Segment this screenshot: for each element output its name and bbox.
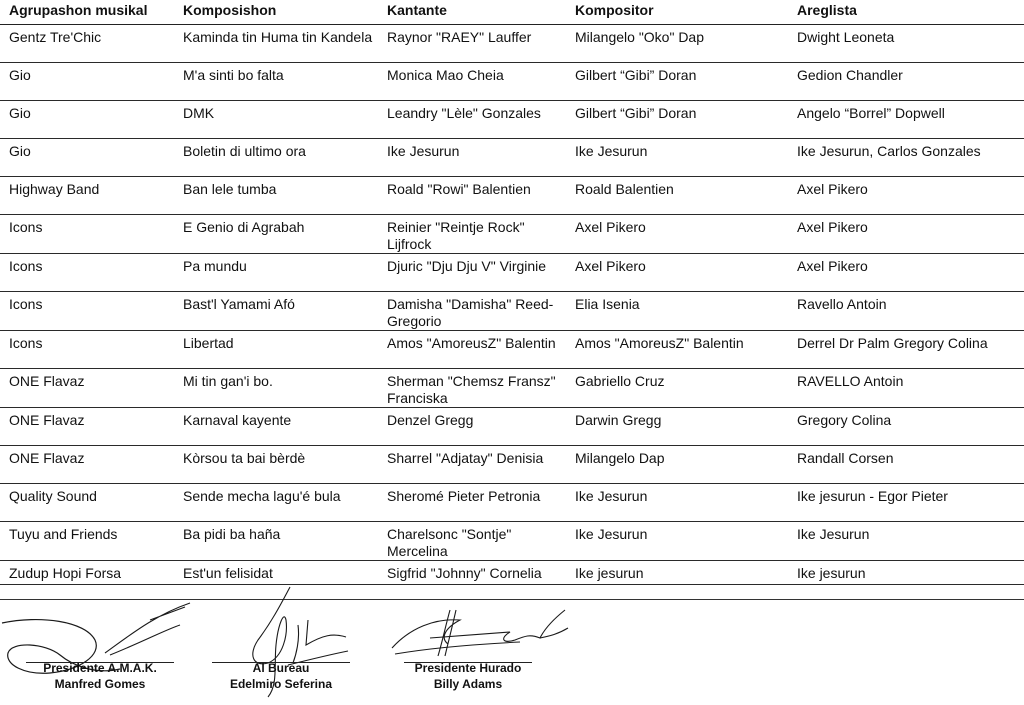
- cell-group: Icons: [0, 331, 174, 369]
- cell-composer: Gabriello Cruz: [566, 369, 788, 408]
- cell-group: Zudup Hopi Forsa: [0, 561, 174, 585]
- signature-block-amak: [26, 660, 174, 692]
- cell-composer: Amos "AmoreusZ" Balentin: [566, 331, 788, 369]
- cell-composer: Ike Jesurun: [566, 522, 788, 561]
- cell-arranger: Dwight Leoneta: [788, 25, 1024, 63]
- table-row: [0, 331, 1024, 369]
- cell-group: Icons: [0, 292, 174, 331]
- cell-composition: DMK: [174, 101, 378, 139]
- signature-scribble-hurado: [390, 598, 580, 668]
- signature-block-bureau: [212, 660, 350, 692]
- cell-composition: Kòrsou ta bai bèrdè: [174, 446, 378, 484]
- cell-composition: Libertad: [174, 331, 378, 369]
- table-row: [0, 25, 1024, 63]
- cell-composition: E Genio di Agrabah: [174, 215, 378, 254]
- cell-group: Quality Sound: [0, 484, 174, 522]
- cell-composer: Gilbert “Gibi” Doran: [566, 63, 788, 101]
- cell-arranger: Axel Pikero: [788, 215, 1024, 254]
- cell-arranger: Angelo “Borrel” Dopwell: [788, 101, 1024, 139]
- cell-composer: Roald Balentien: [566, 177, 788, 215]
- cell-group: Icons: [0, 254, 174, 292]
- cell-singer: Damisha "Damisha" Reed-Gregorio: [378, 292, 566, 331]
- cell-arranger: Gedion Chandler: [788, 63, 1024, 101]
- cell-singer: Djuric "Dju Dju V" Virginie: [378, 254, 566, 292]
- table-row: [0, 254, 1024, 292]
- cell-arranger: Gregory Colina: [788, 408, 1024, 446]
- signature-line: [212, 662, 350, 663]
- cell-composer: Ike Jesurun: [566, 139, 788, 177]
- cell-group: Gio: [0, 63, 174, 101]
- cell-composition: Sende mecha lagu'é bula: [174, 484, 378, 522]
- cell-group: ONE Flavaz: [0, 369, 174, 408]
- table-row: [0, 446, 1024, 484]
- signature-title-bureau: Al Bureau: [252, 661, 310, 675]
- cell-composition: Mi tin gan'i bo.: [174, 369, 378, 408]
- signatures-area: [0, 590, 1024, 705]
- table-row: [0, 215, 1024, 254]
- cell-composer: Milangelo Dap: [566, 446, 788, 484]
- signature-title-hurado: Presidente Hurado: [414, 661, 522, 675]
- signature-name-hurado: Billy Adams: [433, 677, 503, 691]
- table-row: [0, 408, 1024, 446]
- column-header-composition: Komposishon: [174, 0, 378, 25]
- cell-group: Gio: [0, 139, 174, 177]
- cell-composer: Elia Isenia: [566, 292, 788, 331]
- table-header-row: [0, 0, 1024, 25]
- cell-singer: Sheromé Pieter Petronia: [378, 484, 566, 522]
- table-row: [0, 139, 1024, 177]
- cell-group: Gentz Tre'Chic: [0, 25, 174, 63]
- cell-arranger: Ike jesurun: [788, 561, 1024, 585]
- cell-composer: Ike jesurun: [566, 561, 788, 585]
- table-row: [0, 292, 1024, 331]
- cell-singer: Monica Mao Cheia: [378, 63, 566, 101]
- cell-singer: Ike Jesurun: [378, 139, 566, 177]
- cell-composition: Ban lele tumba: [174, 177, 378, 215]
- signature-line: [26, 662, 174, 663]
- cell-composer: Axel Pikero: [566, 254, 788, 292]
- cell-composition: Bast'l Yamami Afó: [174, 292, 378, 331]
- cell-group: Gio: [0, 101, 174, 139]
- table-body: [0, 25, 1024, 585]
- cell-composition: Pa mundu: [174, 254, 378, 292]
- cell-composer: Axel Pikero: [566, 215, 788, 254]
- cell-arranger: Axel Pikero: [788, 254, 1024, 292]
- cell-arranger: Ike Jesurun, Carlos Gonzales: [788, 139, 1024, 177]
- table-row: [0, 561, 1024, 585]
- cell-arranger: Derrel Dr Palm Gregory Colina: [788, 331, 1024, 369]
- cell-singer: Charelsonc "Sontje" Mercelina: [378, 522, 566, 561]
- cell-singer: Denzel Gregg: [378, 408, 566, 446]
- cell-composition: Ba pidi ba haña: [174, 522, 378, 561]
- cell-group: Tuyu and Friends: [0, 522, 174, 561]
- table-row: [0, 522, 1024, 561]
- column-header-arranger: Areglista: [788, 0, 1024, 25]
- cell-composition: M'a sinti bo falta: [174, 63, 378, 101]
- cell-singer: Sharrel "Adjatay" Denisia: [378, 446, 566, 484]
- cell-singer: Roald "Rowi" Balentien: [378, 177, 566, 215]
- cell-group: Highway Band: [0, 177, 174, 215]
- cell-composer: Darwin Gregg: [566, 408, 788, 446]
- cell-singer: Amos "AmoreusZ" Balentin: [378, 331, 566, 369]
- cell-composition: Boletin di ultimo ora: [174, 139, 378, 177]
- cell-composition: Karnaval kayente: [174, 408, 378, 446]
- cell-arranger: Ike Jesurun: [788, 522, 1024, 561]
- cell-singer: Raynor "RAEY" Lauffer: [378, 25, 566, 63]
- table-row: [0, 369, 1024, 408]
- cell-singer: Leandry "Lèle" Gonzales: [378, 101, 566, 139]
- cell-group: ONE Flavaz: [0, 446, 174, 484]
- table-row: [0, 101, 1024, 139]
- cell-arranger: RAVELLO Antoin: [788, 369, 1024, 408]
- column-header-group: Agrupashon musikal: [0, 0, 174, 25]
- table-row: [0, 63, 1024, 101]
- cell-composition: Est'un felisidat: [174, 561, 378, 585]
- cell-composer: Ike Jesurun: [566, 484, 788, 522]
- signature-name-amak: Manfred Gomes: [54, 677, 146, 691]
- cell-arranger: Randall Corsen: [788, 446, 1024, 484]
- cell-group: ONE Flavaz: [0, 408, 174, 446]
- cell-singer: Sigfrid "Johnny" Cornelia: [378, 561, 566, 585]
- signature-block-hurado: [404, 660, 532, 692]
- table-row: [0, 484, 1024, 522]
- signature-name-bureau: Edelmiro Seferina: [229, 677, 333, 691]
- cell-arranger: Ravello Antoin: [788, 292, 1024, 331]
- signature-line: [404, 662, 532, 663]
- cell-composition: Kaminda tin Huma tin Kandela: [174, 25, 378, 63]
- cell-singer: Sherman "Chemsz Fransz" Franciska: [378, 369, 566, 408]
- cell-arranger: Ike jesurun - Egor Pieter: [788, 484, 1024, 522]
- cell-singer: Reinier "Reintje Rock" Lijfrock: [378, 215, 566, 254]
- cell-group: Icons: [0, 215, 174, 254]
- cell-composer: Milangelo "Oko" Dap: [566, 25, 788, 63]
- signature-title-amak: Presidente A.M.A.K.: [43, 661, 157, 675]
- table-row: [0, 177, 1024, 215]
- cell-arranger: Axel Pikero: [788, 177, 1024, 215]
- column-header-singer: Kantante: [378, 0, 566, 25]
- column-header-composer: Kompositor: [566, 0, 788, 25]
- cell-composer: Gilbert “Gibi” Doran: [566, 101, 788, 139]
